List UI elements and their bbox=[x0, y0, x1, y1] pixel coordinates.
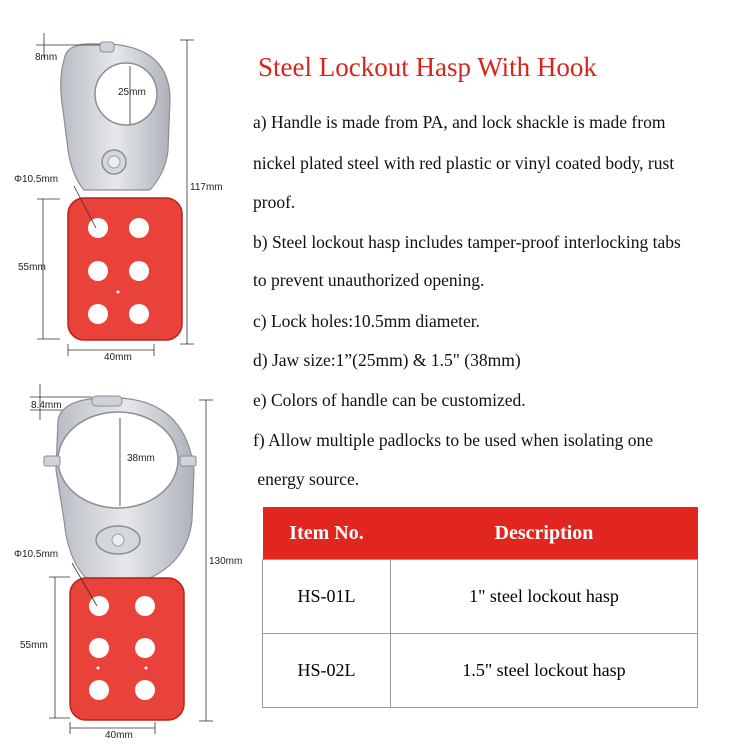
item-no-cell: HS-01L bbox=[263, 560, 391, 634]
feature-line: nickel plated steel with red plastic or vinyl coated body, rust bbox=[253, 153, 675, 173]
small-height-label: 117mm bbox=[190, 182, 223, 193]
large-width-label: 40mm bbox=[105, 730, 133, 741]
large-hole-label: Φ10.5mm bbox=[14, 549, 59, 560]
large-body-label: 55mm bbox=[20, 640, 48, 651]
small-hole-label: Φ10.5mm bbox=[14, 174, 59, 185]
table-row bbox=[263, 560, 698, 634]
feature-line: b) Steel lockout hasp includes tamper-proof interlocking tabs bbox=[253, 232, 681, 252]
feature-line: f) Allow multiple padlocks to be used when isolating one bbox=[253, 430, 654, 450]
description-cell: 1" steel lockout hasp bbox=[391, 560, 698, 634]
small-width-label: 40mm bbox=[104, 352, 132, 363]
small-jaw-label: 25mm bbox=[118, 87, 146, 98]
header-item-no: Item No. bbox=[263, 507, 391, 560]
spec-table bbox=[262, 507, 698, 708]
feature-line: d) Jaw size:1”(25mm) & 1.5" (38mm) bbox=[253, 350, 521, 370]
small-hasp-drawing bbox=[36, 33, 194, 356]
feature-line: to prevent unauthorized opening. bbox=[253, 270, 485, 290]
item-no-cell: HS-02L bbox=[263, 634, 391, 708]
description-cell: 1.5" steel lockout hasp bbox=[391, 634, 698, 708]
table-row bbox=[263, 634, 698, 708]
large-height-label: 130mm bbox=[209, 556, 243, 567]
small-gap-label: 8mm bbox=[35, 52, 58, 63]
small-body-label: 55mm bbox=[18, 262, 46, 273]
feature-line: e) Colors of handle can be customized. bbox=[253, 390, 526, 410]
page-title: Steel Lockout Hasp With Hook bbox=[258, 52, 597, 82]
feature-line: a) Handle is made from PA, and lock shackle is made from bbox=[253, 112, 666, 132]
large-gap-label: 8.4mm bbox=[31, 400, 62, 411]
feature-line: c) Lock holes:10.5mm diameter. bbox=[253, 311, 480, 331]
feature-line: proof. bbox=[253, 192, 296, 212]
large-jaw-label: 38mm bbox=[127, 453, 155, 464]
table-header-row bbox=[263, 507, 698, 560]
header-description: Description bbox=[391, 507, 698, 560]
feature-line: energy source. bbox=[253, 469, 360, 489]
